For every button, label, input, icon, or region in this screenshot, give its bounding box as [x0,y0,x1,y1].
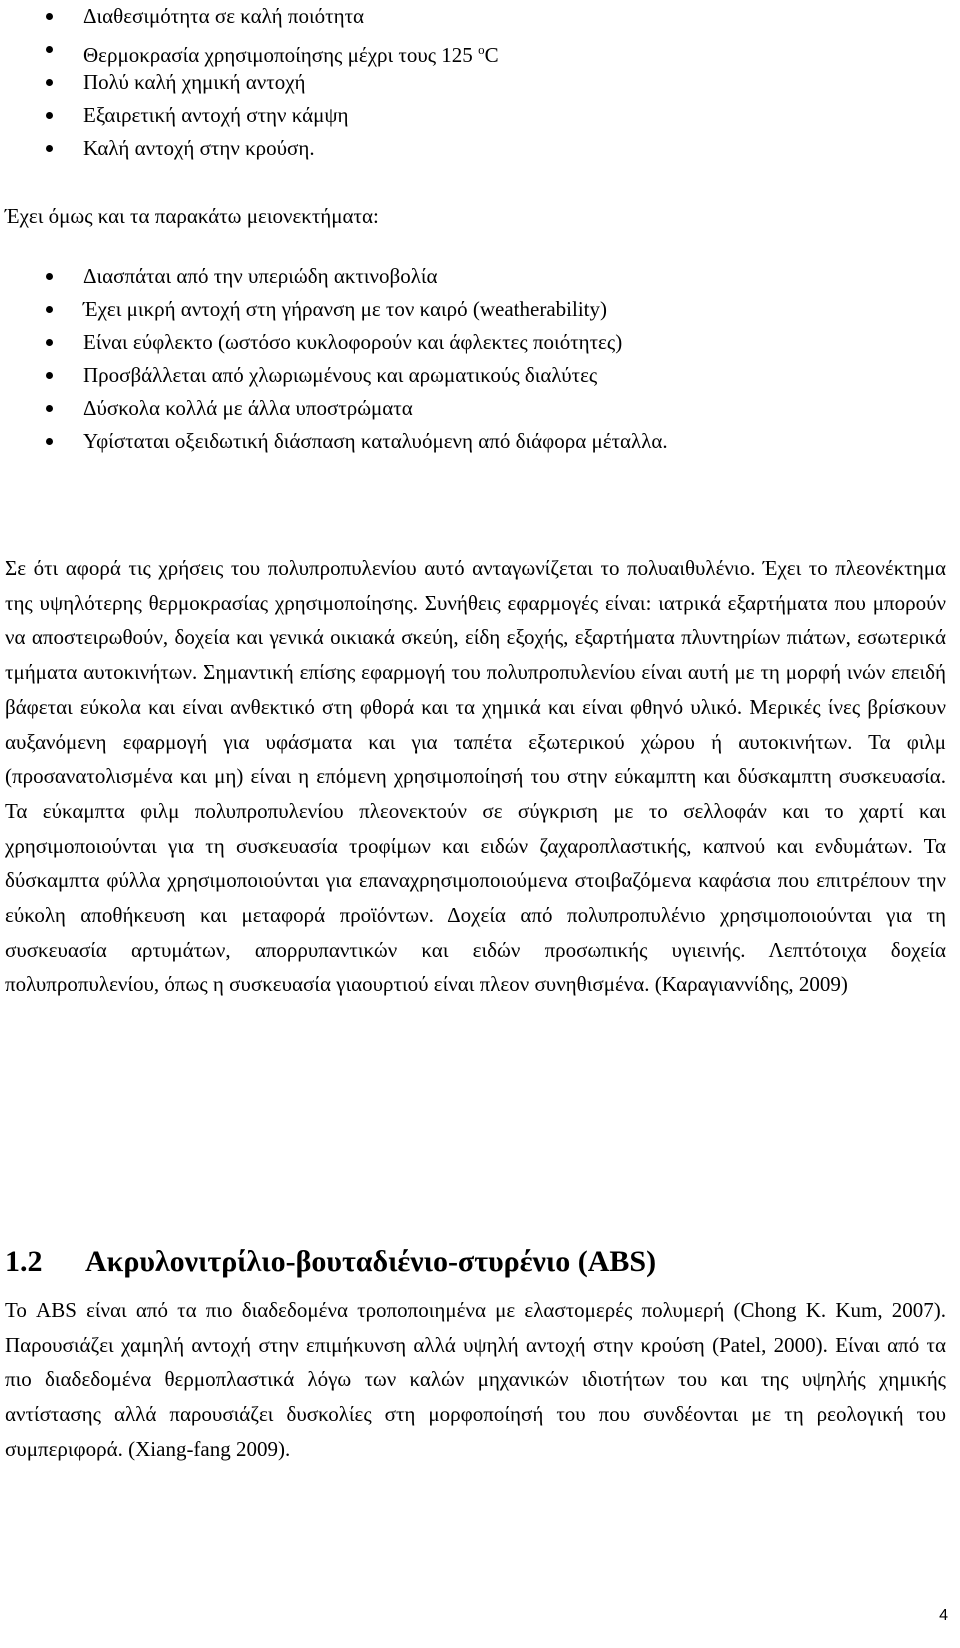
bullet-icon [46,13,53,20]
bullet-icon [46,46,53,53]
bullet-icon [46,112,53,119]
abs-paragraph: Το ABS είναι από τα πιο διαδεδομένα τροποποιημένα με ελαστομερές πολυμερή (Chong K. Kum, 2007). Παρουσιάζει χαμηλή αντοχή στην επιμήκυνση αλλά υψηλή αντοχή στην κρούση (Patel, 2000). Είναι από τα πιο διαδεδομένα θερμοπλαστικά λόγω των καλών μηχανικών ιδιοτήτων του και της υψηλής χημικής αντίστασης αλλά παρουσιάζει δυσκολίες στη μορφοποίησή του που συνδέονται με τη ρεολογική του συμπεριφορά. (Xiang-fang 2009). [5,1298,946,1461]
section-number: 1.2 [5,1245,43,1278]
list-item: Καλή αντοχή στην κρούση. [0,132,940,165]
bullet-icon [46,273,53,280]
list-item: Είναι εύφλεκτο (ωστόσο κυκλοφορούν και άφλεκτες ποιότητες) [0,326,940,359]
list-item: Θερμοκρασία χρησιμοποίησης μέχρι τους 125 $^o$C [0,33,940,66]
list-item: Εξαιρετική αντοχή στην κάμψη [0,99,940,132]
section-heading [5,1242,656,1282]
list-item: Πολύ καλή χημική αντοχή [0,66,940,99]
disadvantages-intro: Έχει όμως και τα παρακάτω μειονεκτήματα: [5,204,379,228]
bullet-icon [46,372,53,379]
bullet-icon [46,79,53,86]
bullet-icon [46,405,53,412]
list-item: Έχει μικρή αντοχή στη γήρανση με τον καιρό (weatherability) [0,293,940,326]
list-item: Υφίσταται οξειδωτική διάσπαση καταλυόμενη από διάφορα μέταλλα. [0,425,940,458]
bullet-icon [46,339,53,346]
degree-superscript: o [478,42,485,57]
advantages-list [0,0,940,165]
list-item: Προσβάλλεται από χλωριωμένους και αρωματικούς διαλύτες [0,359,940,392]
list-item: Διαθεσιμότητα σε καλή ποιότητα [0,0,940,33]
bullet-icon [46,306,53,313]
list-item: Διασπάται από την υπεριώδη ακτινοβολία [0,260,940,293]
list-item: Δύσκολα κολλά με άλλα υποστρώματα [0,392,940,425]
polypropylene-uses-paragraph: Σε ότι αφορά τις χρήσεις του πολυπροπυλενίου αυτό ανταγωνίζεται το πολυαιθυλένιο. Έχει το πλεονέκτημα της υψηλότερης θερμοκρασίας χρησιμοποίησης. Συνήθεις εφαρμογές είναι: ιατρικά εξαρτήματα που μπορούν να αποστειρωθούν, δοχεία και γενικά οικιακά σκεύη, είδη εξοχής, εξαρτήματα πλυντηρίων πιάτων, εσωτερικά τμήματα αυτοκινήτων. Σημαντική επίσης εφαρμογή του πολυπροπυλενίου είναι αυτή με τη μορφή ινών επειδή βάφεται εύκολα και είναι ανθεκτικό στη φθορά και τα χημικά και είναι φθηνό υλικό. Μερικές ίνες βρίσκουν αυξανόμενη εφαρμογή για υφάσματα και για ταπέτα εξωτερικού χώρου ή αυτοκινήτων. Τα φιλμ (προσανατολισμένα και μη) είναι η επόμενη χρησιμοποίησή του στην εύκαμπτη και δύσκαμπτη συσκευασία. Τα εύκαμπτα φιλμ πολυπροπυλενίου πλεονεκτούν σε σύγκριση με το σελλοφάν και το χαρτί και χρησιμοποιούνται για τη συσκευασία τροφίμων και ειδών ζαχαροπλαστικής, καπνού και ενδυμάτων. Τα δύσκαμπτα φύλλα χρησιμοποιούνται για επαναχρησιμοποιούμενα στοιβαζόμενα καφάσια που επιτρέπουν την εύκολη αποθήκευση και μεταφορά προϊόντων. Δοχεία από πολυπροπυλένιο χρησιμοποιούνται για τη συσκευασία αρτυμάτων, απορρυπαντικών και ειδών προσωπικής υγιεινής. Λεπτότοιχα δοχεία πολυπροπυλενίου, όπως η συσκευασία γιαουρτιού είναι πλεον συνηθισμένα. (Καραγιαννίδης, 2009) [5,556,946,997]
section-title: Ακρυλονιτρίλιο-βουταδιένιο-στυρένιο (ABS) [85,1245,657,1278]
bullet-icon [46,145,53,152]
bullet-icon [46,438,53,445]
disadvantages-list [0,260,940,458]
page-number: 4 [939,1607,948,1624]
